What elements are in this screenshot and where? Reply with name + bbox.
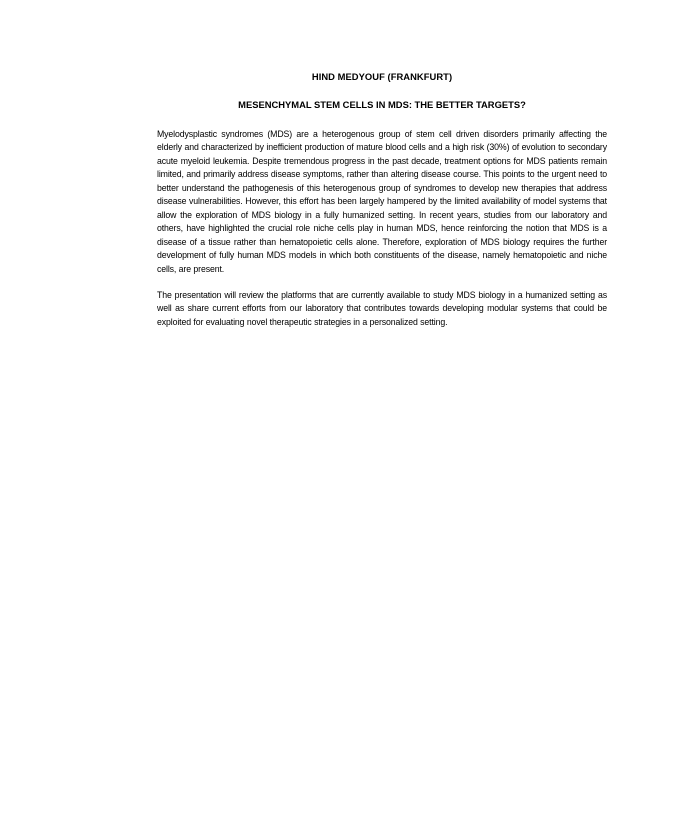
abstract-paragraph-2: The presentation will review the platforms that are currently available to study MDS biology in a humanized setting as well as share current efforts from our laboratory that contributes towards developing modular systems that could be exploited for evaluating novel therapeutic strategies in a personalized setting. xyxy=(157,289,607,327)
abstract-title: MESENCHYMAL STEM CELLS IN MDS: THE BETTER TARGETS? xyxy=(238,99,526,110)
author-heading: HIND MEDYOUF (FRANKFURT) xyxy=(311,71,453,82)
abstract-paragraph-1: Myelodysplastic syndromes (MDS) are a heterogenous group of stem cell driven disorders primarily affecting the elderly and characterized by inefficient production of mature blood cells and a high risk (30%) of evolution to secondary acute myeloid leukemia. Despite tremendous progress in the past decade, treatment options for MDS patients remain limited, and primarily address disease symptoms, rather than altering disease course. This points to the urgent need to better understand the pathogenesis of this heterogenous group of syndromes to develop new therapies that address disease vulnerabilities. However, this effort has been largely hampered by the limited availability of model systems that allow the exploration of MDS biology in a fully humanized setting. In recent years, studies from our laboratory and others, have highlighted the crucial role niche cells play in human MDS, hence reinforcing the notion that MDS is a disease of a tissue rather than hematopoietic cells alone. Therefore, exploration of MDS biology requires the further development of fully human MDS models in which both constituents of the disease, namely hematopoietic and niche cells, are present. xyxy=(157,129,607,274)
abstract-body xyxy=(157,128,607,342)
